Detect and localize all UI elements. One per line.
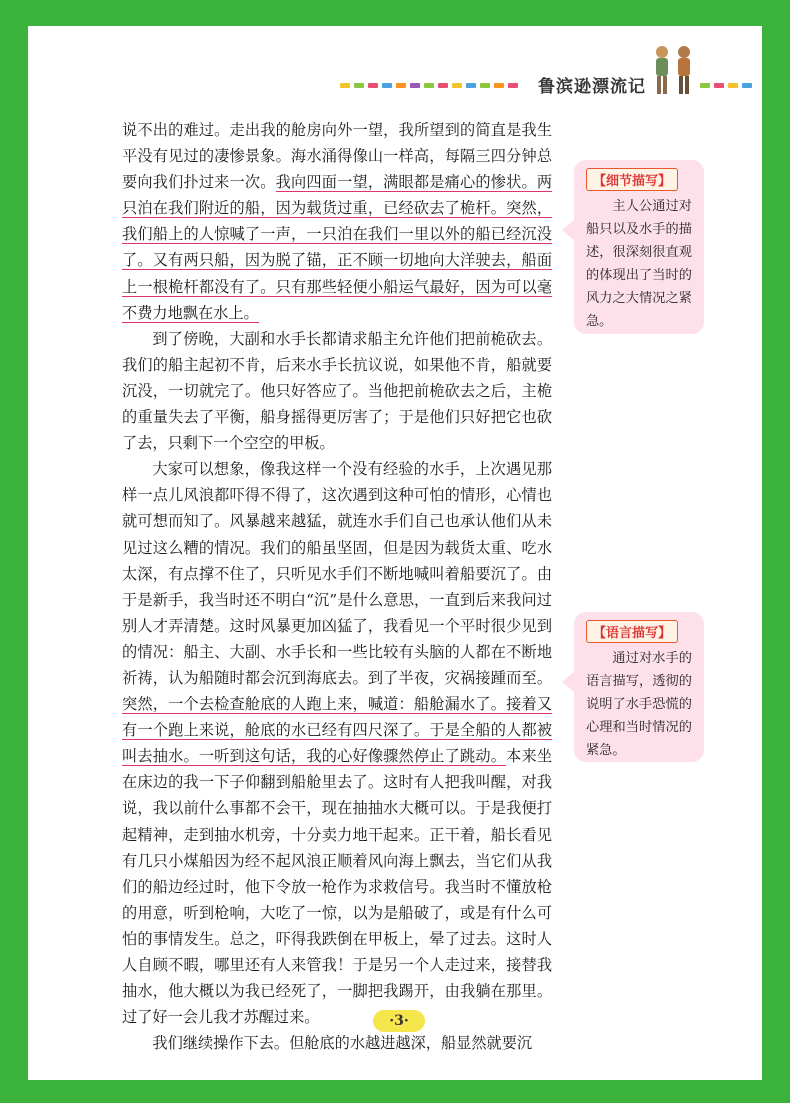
paragraph — [122, 117, 552, 326]
text-segment: 说不出的难过。走出我的舱房向外一望，我所望到的简直是我生平没有见过的凄惨景象。海水涌得像山一样高，每隔三四分钟总要向我们扑过来一次。 — [122, 121, 552, 192]
header-decoration-dots — [340, 83, 530, 89]
body-text — [122, 117, 552, 1056]
paragraph — [122, 1030, 552, 1056]
decoration-dot — [354, 83, 364, 88]
side-note-detail — [574, 160, 704, 334]
paragraph — [122, 456, 552, 1030]
note-tag: 【语言描写】 — [586, 620, 678, 643]
side-note-language — [574, 612, 704, 762]
decoration-dot — [480, 83, 490, 88]
decoration-dot — [396, 83, 406, 88]
underlined-excerpt: 突然，一个去检查舱底的人跑上来，喊道：船舱漏水了。接着又有一个跑上来说，舱底的水已经有四尺深了。于是全船的人都被叫去抽水。一听到这句话，我的心好像骤然停止了跳动。 — [122, 695, 552, 766]
decoration-dot — [742, 83, 752, 88]
paragraph — [122, 326, 552, 456]
underlined-excerpt: 我向四面一望，满眼都是痛心的惨状。两只泊在我们附近的船，因为载货过重，已经砍去了桅杆。突然，我们船上的人惊喊了一声，一只泊在我们一里以外的船已经沉没了。又有两只船，因为脱了锚，正不顾一切地向大洋驶去，船面上一根桅杆都没有了。只有那些轻便小船运气最好，因为可以毫不费力地飘在水上。 — [122, 173, 553, 322]
note-body: 通过对水手的语言描写，透彻的说明了水手恐慌的心理和当时情况的紧急。 — [586, 651, 692, 758]
text-segment: 到了傍晚，大副和水手长都请求船主允许他们把前桅砍去。我们的船主起初不肯，后来水手长抗议说，如果他不肯，船就要沉没，一切就完了。他只好答应了。当他把前桅砍去之后，主桅的重量失去了平衡，船身摇得更厉害了；于是他们只好把它也砍了去，只剩下一个空空的甲板。 — [122, 329, 552, 453]
decoration-dot — [508, 83, 518, 88]
decoration-dot — [714, 83, 724, 88]
note-body: 主人公通过对船只以及水手的描述，很深刻很直观的体现出了当时的风力之大情况之紧急。 — [586, 199, 692, 329]
page-number: ·3· — [373, 1010, 425, 1032]
decoration-dot — [700, 83, 710, 88]
header-decoration-dots-right — [700, 83, 762, 89]
book-title: 鲁滨逊漂流记 — [538, 77, 646, 97]
decoration-dot — [494, 83, 504, 88]
decoration-dot — [424, 83, 434, 88]
decoration-dot — [410, 83, 420, 88]
decoration-dot — [438, 83, 448, 88]
decoration-dot — [452, 83, 462, 88]
decoration-dot — [728, 83, 738, 88]
decoration-dot — [340, 83, 350, 88]
text-segment: 大家可以想象，像我这样一个没有经验的水手，上次遇见那样一点儿风浪都吓得不得了，这次遇到这种可怕的情形，心情也就可想而知了。风暴越来越猛，就连水手们自己也承认他们从未见过这么糟的情况。我们的船虽坚固，但是因为载货太重、吃水太深，有点撑不住了，只听见水手们不断地喊叫着船要沉了。由于是新手，我当时还不明白“沉”是什么意思，一直到后来我问过别人才弄清楚。这时风暴更加凶猛了，我看见一个平时很少见到的情况：船主、大副、水手长和一些比较有头脑的人都在不断地祈祷，认为船随时都会沉到海底去。到了半夜，灾祸接踵而至。 — [122, 460, 552, 687]
decoration-dot — [382, 83, 392, 88]
two-figures-illustration-icon — [648, 44, 700, 98]
decoration-dot — [466, 83, 476, 88]
note-tag: 【细节描写】 — [586, 168, 678, 191]
decoration-dot — [368, 83, 378, 88]
text-segment: 本来坐在床边的我一下子仰翻到船舱里去了。这时有人把我叫醒，对我说，我以前什么事都不会干，现在抽抽水大概可以。于是我便打起精神，走到抽水机旁，十分卖力地干起来。正干着，船长看见有几只小煤船因为经不起风浪正顺着风向海上飘去，当它们从我们的船边经过时，他下令放一枪作为求救信号。我当时不懂放枪的用意，听到枪响，大吃了一惊，以为是船破了，或是有什么可怕的事情发生。总之，吓得我跌倒在甲板上，晕了过去。这时人人自顾不暇，哪里还有人来管我！于是另一个人走过来，接替我抽水，他大概以为我已经死了，一脚把我踢开，由我躺在那里。过了好一会儿我才苏醒过来。 — [122, 747, 553, 1027]
text-segment: 我们继续操作下去。但舱底的水越进越深，船显然就要沉 — [152, 1034, 533, 1053]
